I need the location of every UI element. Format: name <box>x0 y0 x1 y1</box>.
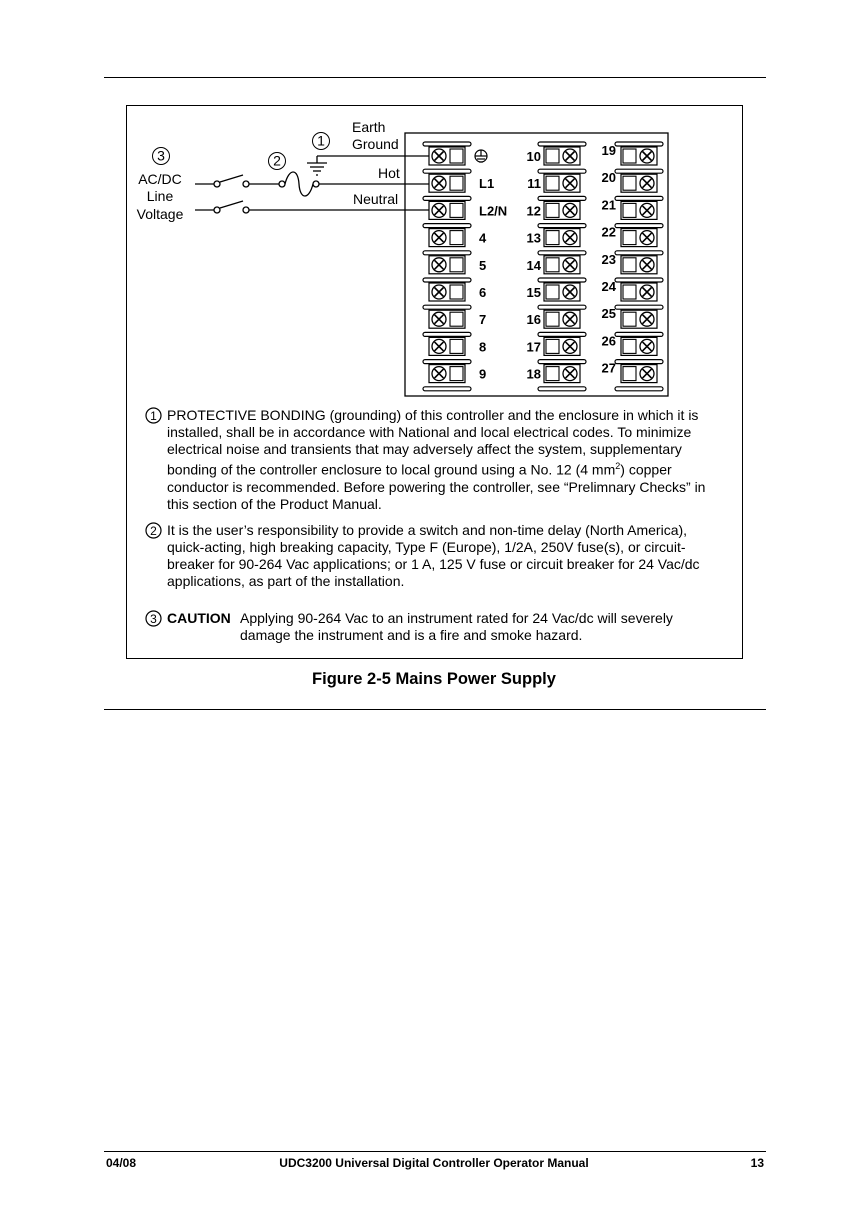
terminal-position <box>423 305 486 328</box>
terminal-position <box>527 360 586 383</box>
callout-3 <box>153 148 170 165</box>
terminal-label: 21 <box>601 197 616 213</box>
terminal-label: 17 <box>526 339 541 355</box>
terminal-position <box>602 196 663 219</box>
terminal-screw-icon <box>640 312 654 326</box>
terminal-screw-icon <box>432 285 446 299</box>
top-rule <box>104 77 766 78</box>
svg-text:3: 3 <box>150 612 157 626</box>
terminal-screw-icon <box>432 312 446 326</box>
terminal-label: 19 <box>601 143 616 158</box>
earth-label-line1: Earth <box>352 119 386 135</box>
callout-2 <box>269 153 286 170</box>
terminal-column-right <box>602 142 663 391</box>
caption-rule <box>104 709 766 710</box>
terminal-position <box>602 142 663 165</box>
terminal-position <box>602 251 663 274</box>
wiring-diagram <box>127 106 744 406</box>
footer-title: UDC3200 Universal Digital Controller Operator Manual <box>279 1156 589 1170</box>
terminal-screw-icon <box>563 367 577 381</box>
terminal-position <box>423 142 471 165</box>
terminal-screw-icon <box>640 258 654 272</box>
note-fuse-requirement <box>145 522 725 590</box>
footer-date: 04/08 <box>106 1156 137 1170</box>
terminal-position <box>602 360 663 383</box>
terminal-position <box>423 332 486 355</box>
terminal-label: 15 <box>526 285 541 300</box>
terminal-label: 8 <box>479 339 487 355</box>
terminal-label: 4 <box>479 230 487 246</box>
note-1-text: PROTECTIVE BONDING (grounding) of this controller and the enclosure in which it is installed, shall be in accordance with National and local electrical codes. To minimize electrical noise and transients that may adversely affect the system, supplementary bonding of the controller enclosure to local ground using a No. 12 (4 $mm^2$) copper conductor is recommended. Before powering the controller, see “Prelimnary Checks” in this section of the Product Manual. <box>167 407 706 512</box>
terminal-position <box>602 332 663 355</box>
terminal-label: 11 <box>527 176 541 192</box>
terminal-label: 22 <box>601 224 616 240</box>
terminal-column-middle <box>527 142 586 391</box>
earth-ground-icon <box>475 150 487 162</box>
terminal-screw-icon <box>563 339 577 353</box>
svg-text:1: 1 <box>150 409 157 423</box>
terminal-position <box>423 360 486 383</box>
terminal-position <box>423 169 494 192</box>
hot-label: Hot <box>378 165 400 181</box>
terminal-position <box>423 196 507 219</box>
terminal-screw-icon <box>640 203 654 217</box>
terminal-label: 16 <box>526 312 541 328</box>
note-1-marker <box>145 407 162 424</box>
footer-rule <box>104 1151 766 1152</box>
neutral-label: Neutral <box>353 191 399 207</box>
terminal-label: 10 <box>526 149 541 164</box>
terminal-screw-icon <box>432 149 446 163</box>
terminal-position <box>527 224 586 247</box>
terminal-screw-icon <box>563 176 577 190</box>
callout-2-number: 2 <box>273 152 281 169</box>
terminal-column-left <box>423 142 507 391</box>
terminal-screw-icon <box>432 176 446 190</box>
source-label-line3: Voltage <box>136 206 184 222</box>
terminal-screw-icon <box>432 258 446 272</box>
terminal-position <box>602 169 663 192</box>
terminal-label: 18 <box>526 366 541 382</box>
note-2-text: It is the user’s responsibility to provide a switch and non-time delay (North America), quick-acting, high breaking capacity, Type F (Europe), 1/2A, 250V fuse(s), or circuit-breaker for 90-264 Vac applications; or 1 A, 125 V fuse or circuit breaker for 24 Vac/dc applications, as part of the installation. <box>167 522 700 589</box>
earth-ground-symbol <box>307 156 429 175</box>
terminal-position <box>602 224 663 247</box>
terminal-position <box>527 196 586 219</box>
terminal-position <box>527 251 586 274</box>
terminal-label: 5 <box>479 257 487 273</box>
terminal-position <box>527 142 586 165</box>
terminal-label: 23 <box>601 251 616 267</box>
terminal-screw-icon <box>640 339 654 353</box>
note-3-marker <box>145 610 162 627</box>
terminal-label: 7 <box>479 312 487 328</box>
callout-1-number: 1 <box>317 132 325 149</box>
terminal-screw-icon <box>563 285 577 299</box>
terminal-position <box>527 305 586 328</box>
note-2-marker <box>145 522 162 539</box>
terminal-screw-icon <box>563 312 577 326</box>
terminal-screw-icon <box>640 176 654 190</box>
source-label-line1: AC/DC <box>138 171 182 187</box>
terminal-position <box>423 224 487 247</box>
terminal-screw-icon <box>640 285 654 299</box>
caution-label: CAUTION <box>167 610 231 626</box>
note-protective-bonding <box>145 407 725 513</box>
terminal-position <box>527 278 586 301</box>
terminal-label: 27 <box>601 360 616 376</box>
terminal-label: 14 <box>526 257 541 273</box>
callout-1 <box>313 133 330 150</box>
footer-page-number: 13 <box>750 1156 764 1170</box>
terminal-label: L2/N <box>479 203 508 219</box>
figure-frame <box>126 105 743 659</box>
terminal-position <box>602 305 663 328</box>
terminal-screw-icon <box>640 231 654 245</box>
svg-text:2: 2 <box>150 524 157 538</box>
figure-caption: Figure 2-5 Mains Power Supply <box>312 670 556 688</box>
terminal-screw-icon <box>563 258 577 272</box>
terminal-screw-icon <box>640 367 654 381</box>
terminal-screw-icon <box>432 231 446 245</box>
terminal-screw-icon <box>640 149 654 163</box>
terminal-label: 24 <box>601 279 616 294</box>
terminal-label: 9 <box>479 366 487 382</box>
terminal-label: 26 <box>601 333 616 349</box>
terminal-screw-icon <box>432 339 446 353</box>
terminal-position <box>527 332 586 355</box>
earth-label-line2: Ground <box>352 136 399 152</box>
terminal-position <box>423 251 486 274</box>
source-label-line2: Line <box>146 188 174 204</box>
terminal-screw-icon <box>563 231 577 245</box>
terminal-screw-icon <box>432 367 446 381</box>
callout-3-number: 3 <box>157 147 165 164</box>
caution-text: Applying 90-264 Vac to an instrument rated for 24 Vac/dc will severely damage the instrument and is a fire and smoke hazard. <box>240 610 673 643</box>
terminal-screw-icon <box>563 149 577 163</box>
terminal-label: L1 <box>479 176 495 192</box>
terminal-position <box>602 278 663 301</box>
terminal-screw-icon <box>563 203 577 217</box>
terminal-label: 12 <box>526 203 541 219</box>
terminal-position <box>423 278 486 301</box>
terminal-label: 13 <box>526 230 541 246</box>
terminal-label: 25 <box>601 306 616 322</box>
terminal-label: 20 <box>601 170 616 186</box>
terminal-screw-icon <box>432 203 446 217</box>
terminal-position <box>527 169 586 192</box>
note-caution <box>145 610 725 644</box>
terminal-label: 6 <box>479 285 487 300</box>
